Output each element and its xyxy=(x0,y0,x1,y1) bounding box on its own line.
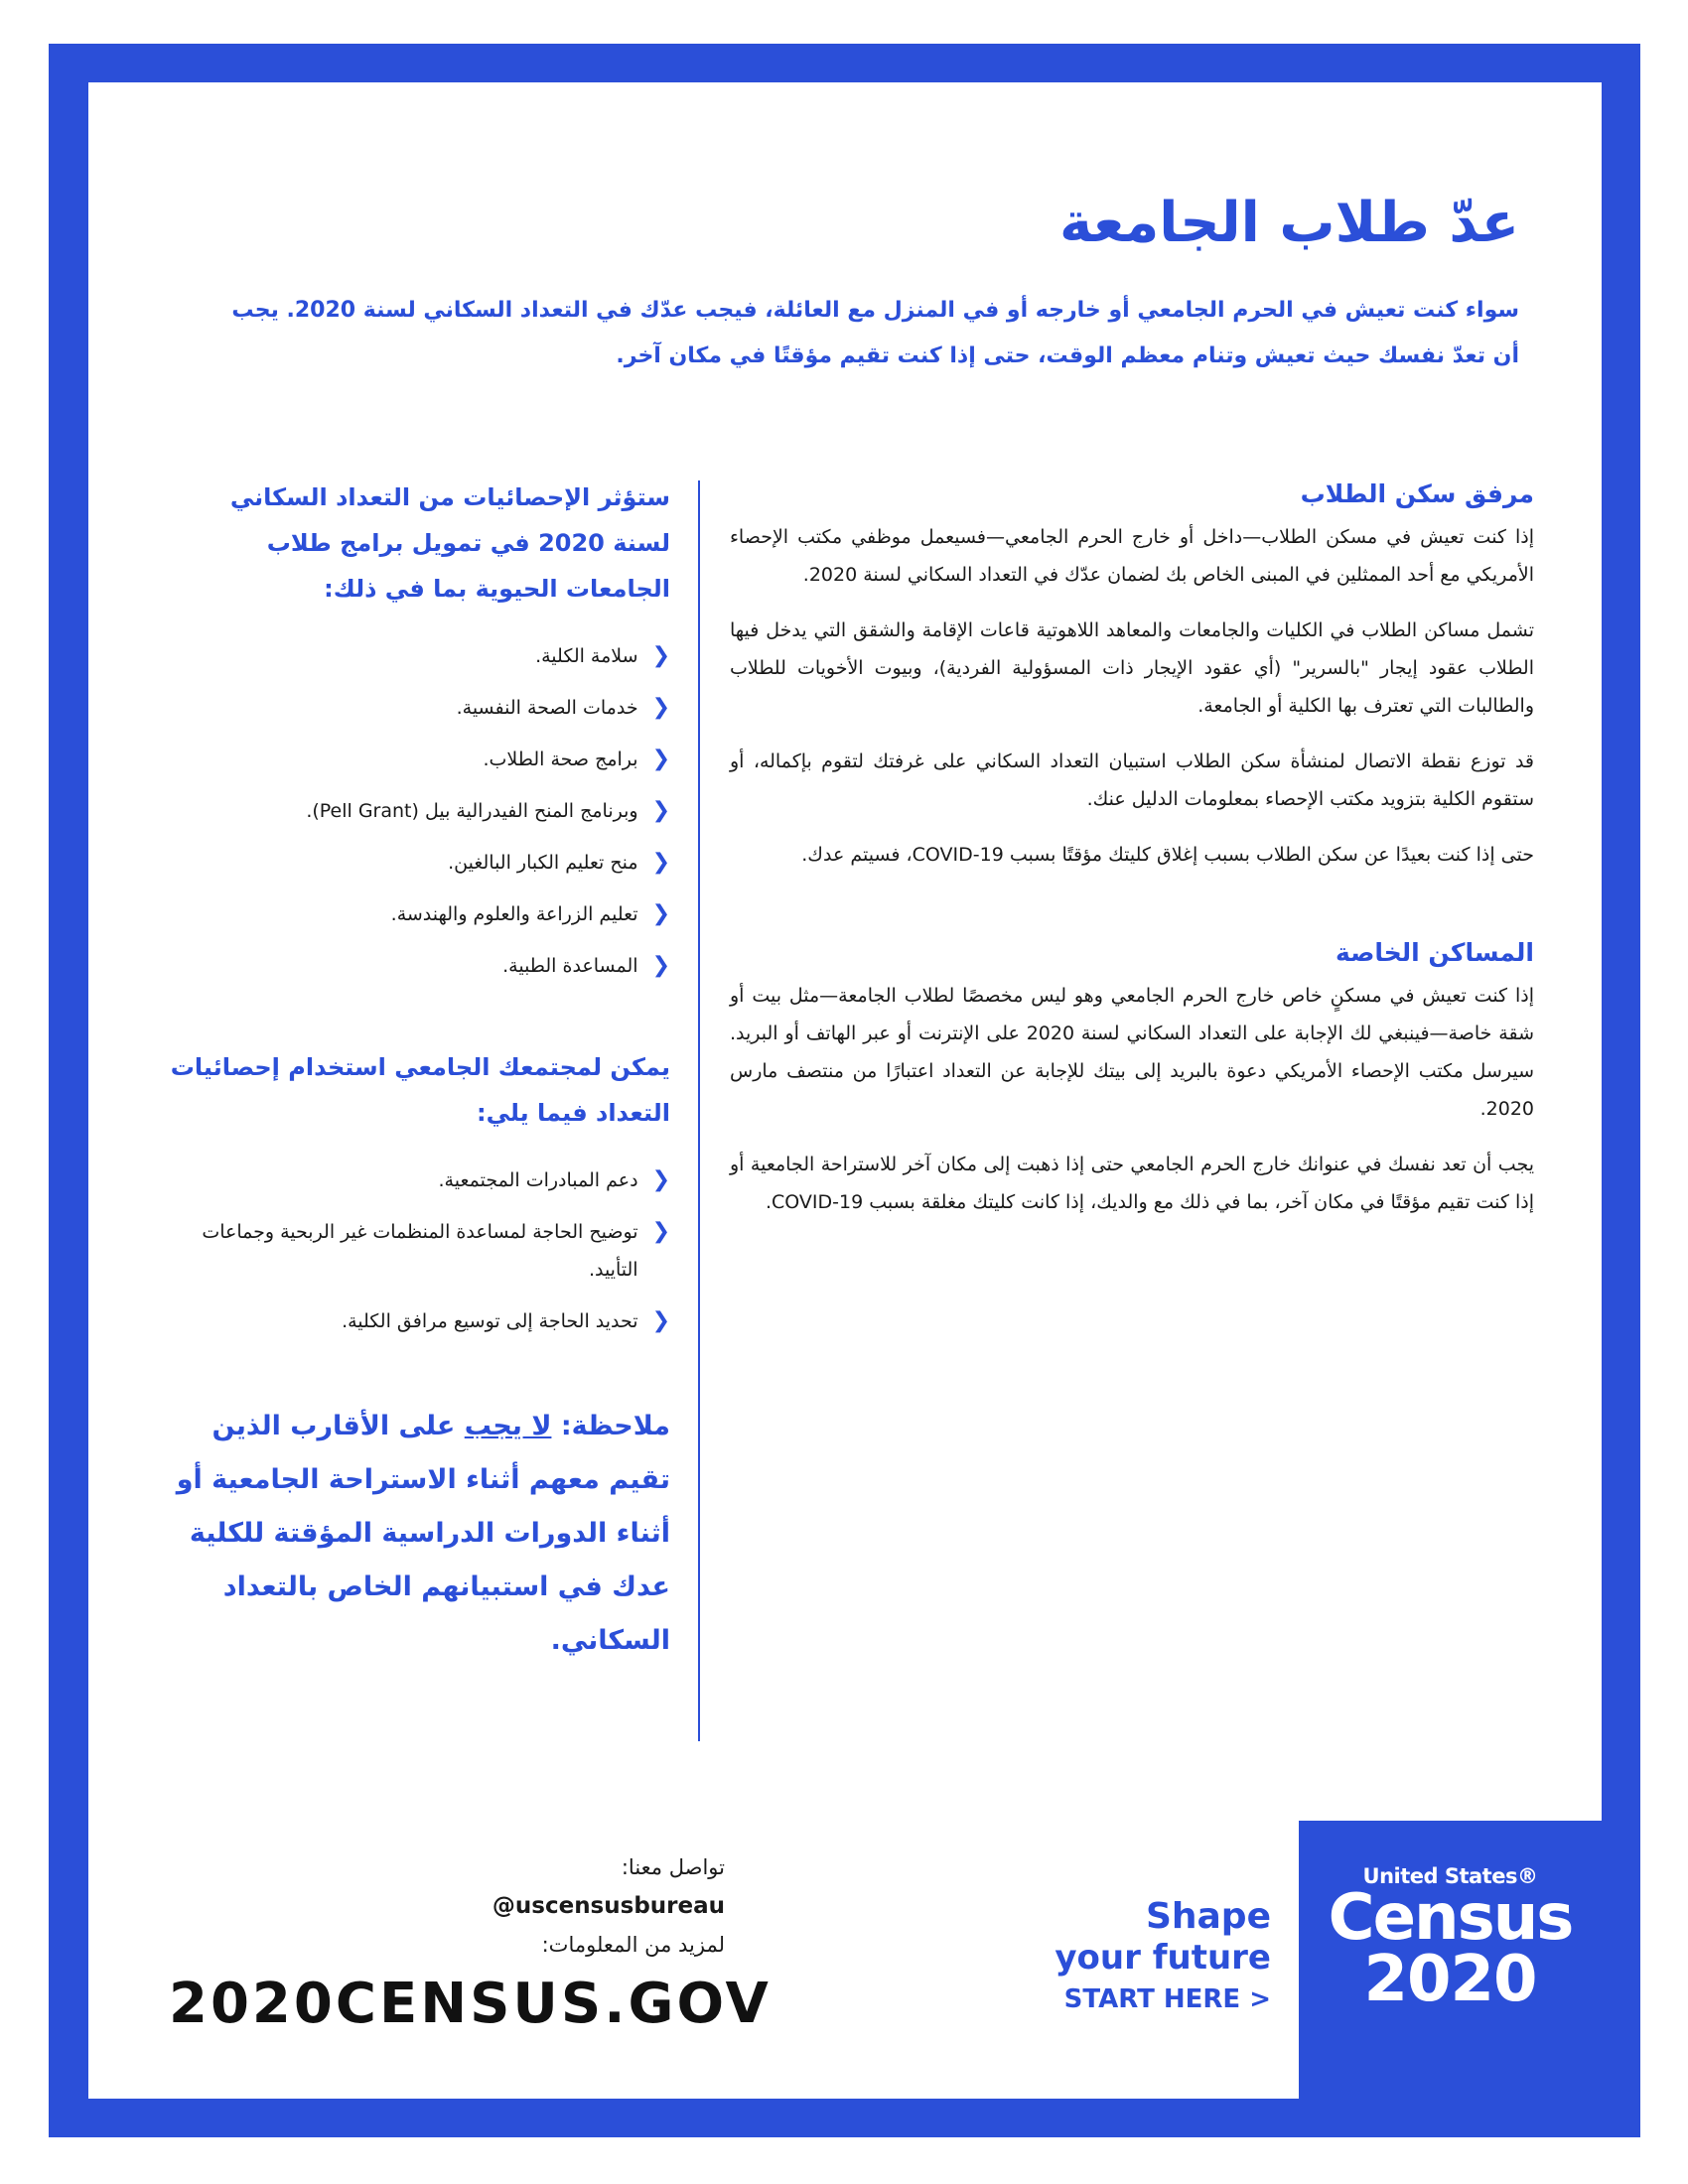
list-item: ❮ توضيح الحاجة لمساعدة المنظمات غير الربحية وجماعات التأييد. xyxy=(169,1213,670,1289)
list-item: ❮ برامج صحة الطلاب. xyxy=(169,741,670,778)
page-title: عدّ طلاب الجامعة xyxy=(1059,191,1519,255)
start-here-link[interactable]: START HERE > xyxy=(1063,1984,1271,2014)
list-item: ❮ منح تعليم الكبار البالغين. xyxy=(169,844,670,882)
private-paragraph-2: يجب أن تعد نفسك في عنوانك خارج الحرم الجامعي حتى إذا ذهبت إلى مكان آخر للاستراحة الجامعية أو إذا كنت تقيم مؤقتًا في مكان آخر، بما في ذلك مع والديك، إذا كانت كليتك مغلقة بسبب COVID-19. xyxy=(730,1154,1534,1213)
chevron-left-icon: ❮ xyxy=(651,1167,670,1192)
chevron-left-icon: ❮ xyxy=(651,901,670,926)
funding-heading: ستؤثر الإحصائيات من التعداد السكاني لسنة 2020 في تمويل برامج طلاب الجامعات الحيوية بما في ذلك: xyxy=(229,483,670,603)
census-logo: United States® Census 2020 xyxy=(1299,1821,1602,2099)
chevron-left-icon: ❮ xyxy=(651,850,670,875)
contact-block xyxy=(169,1848,772,2039)
column-divider xyxy=(698,480,700,1741)
housing-paragraph-3: قد توزع نقطة الاتصال لمنشأة سكن الطلاب استبيان التعداد السكاني على غرفتك لتقوم بإكماله، أو ستقوم الكلية بتزويد مكتب الإحصاء بمعلومات الدليل عنك. xyxy=(730,751,1534,810)
website-link[interactable]: 2020CENSUS.GOV xyxy=(169,1972,772,2036)
chevron-left-icon: ❮ xyxy=(651,798,670,823)
list-item: ❮ تعليم الزراعة والعلوم والهندسة. xyxy=(169,895,670,933)
list-item: ❮ تحديد الحاجة إلى توسيع مرافق الكلية. xyxy=(169,1302,670,1340)
list-item: ❮ خدمات الصحة النفسية. xyxy=(169,689,670,727)
housing-paragraph-1: إذا كنت تعيش في مسكن الطلاب—داخل أو خارج الحرم الجامعي—فسيعمل موظفي مكتب الإحصاء الأمريكي مع أحد الممثلين في المبنى الخاص بك لضمان عدّك في التعداد السكاني لسنة 2020. xyxy=(730,526,1534,586)
follow-label: تواصل معنا: xyxy=(621,1855,725,1879)
shape-your-future-tagline: Shape your future START HERE > xyxy=(1033,1896,1271,2021)
private-paragraph-1: إذا كنت تعيش في مسكنٍ خاص خارج الحرم الجامعي وهو ليس مخصصًا لطلاب الجامعة—مثل بيت أو شقة خاصة—فينبغي لك الإجابة على التعداد السكاني لسنة 2020 على الإنترنت أو عبر الهاتف أو البريد. سيرسل مكتب الإحصاء الأمريكي دعوة بالبريد إلى بيتك للإجابة عن التعداد اعتبارًا من منتصف مارس 2020. xyxy=(730,985,1534,1120)
housing-paragraph-2: تشمل مساكن الطلاب في الكليات والجامعات والمعاهد اللاهوتية قاعات الإقامة والشقق التي يدخل فيها الطلاب عقود إيجار "بالسرير" (أي عقود الإيجار ذات المسؤولية الفردية)، وبيوت الأخويات للطلاب والطالبات التي تعترف بها الكلية أو الجامعة. xyxy=(730,619,1534,717)
private-heading: المساكن الخاصة xyxy=(1336,938,1534,967)
community-list xyxy=(169,1161,670,1340)
housing-heading: مرفق سكن الطلاب xyxy=(1300,479,1534,508)
left-column xyxy=(169,475,670,1668)
chevron-left-icon: ❮ xyxy=(651,643,670,668)
list-item: ❮ وبرنامج المنح الفيدرالية بيل (Pell Grant). xyxy=(169,792,670,830)
list-item: ❮ المساعدة الطبية. xyxy=(169,947,670,985)
more-info-label: لمزيد من المعلومات: xyxy=(541,1933,725,1957)
community-heading: يمكن لمجتمعك الجامعي استخدام إحصائيات التعداد فيما يلي: xyxy=(170,1053,670,1127)
funding-list xyxy=(169,637,670,985)
housing-paragraph-4: حتى إذا كنت بعيدًا عن سكن الطلاب بسبب إغلاق كليتك مؤقتًا بسبب COVID-19، فسيتم عدك. xyxy=(801,844,1534,866)
social-handle-link[interactable]: @uscensusbureau xyxy=(492,1893,725,1919)
chevron-left-icon: ❮ xyxy=(651,953,670,978)
chevron-left-icon: ❮ xyxy=(651,747,670,771)
list-item: ❮ سلامة الكلية. xyxy=(169,637,670,675)
chevron-left-icon: ❮ xyxy=(651,1308,670,1333)
chevron-left-icon: ❮ xyxy=(651,1219,670,1244)
note-text: ملاحظة: لا يجب على الأقارب الذين تقيم معهم أثناء الاستراحة الجامعية أو أثناء الدورات الدراسية المؤقتة للكلية عدك في استبيانهم الخاص بالتعداد السكاني. xyxy=(176,1411,670,1656)
list-item: ❮ دعم المبادرات المجتمعية. xyxy=(169,1161,670,1199)
intro-text: سواء كنت تعيش في الحرم الجامعي أو خارجه أو في المنزل مع العائلة، فيجب عدّك في التعداد السكاني لسنة 2020. يجب أن تعدّ نفسك حيث تعيش وتنام معظم الوقت، حتى إذا كنت تقيم مؤقتًا في مكان آخر. xyxy=(231,298,1519,368)
chevron-left-icon: ❮ xyxy=(651,695,670,720)
right-column xyxy=(730,475,1534,1239)
